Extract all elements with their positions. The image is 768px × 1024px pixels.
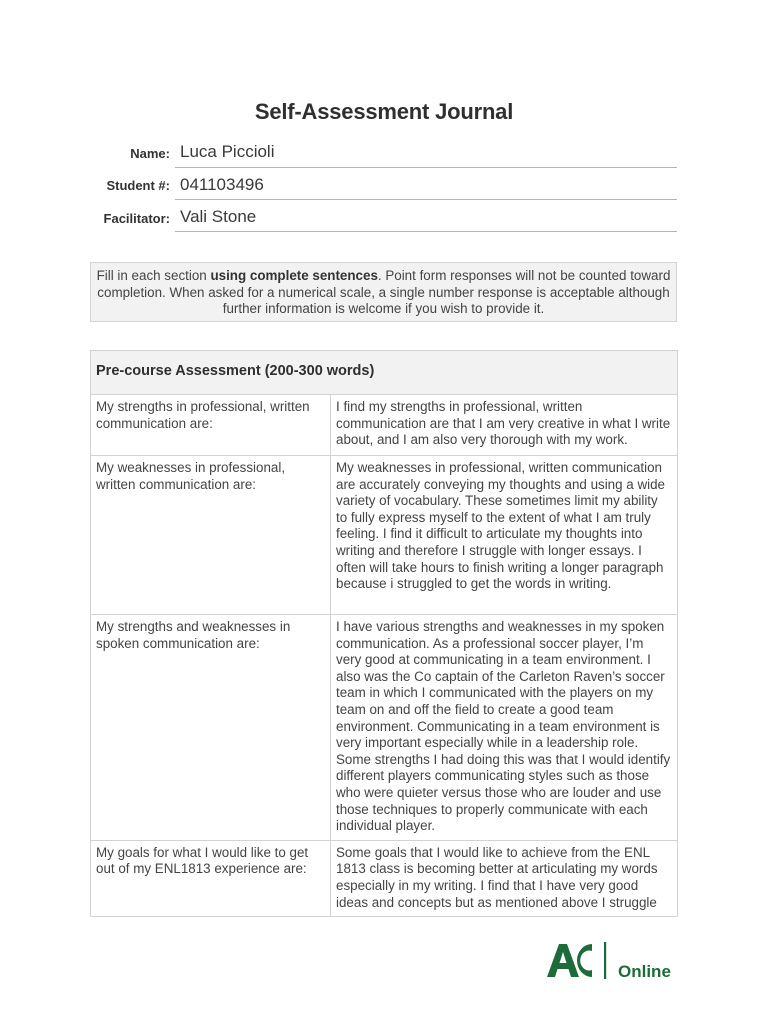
logo-text: Online	[618, 962, 671, 981]
table-row	[91, 456, 678, 615]
ac-online-logo	[546, 940, 681, 982]
pre-course-assessment-table	[90, 350, 678, 917]
answer-cell: I have various strengths and weaknesses in my spoken communication. As a professional soccer player, I’m very good at communicating in a team environment. I also was the Co captain of the Carleton Raven’s soccer team in which I communicated with the players on my team on and off the field to create a good team environment. Communicating in a team environment is very important especially while in a leadership role. Some strengths I had doing this was that I would identify different players communicating styles such as those who were quieter versus those who are louder and use those techniques to properly communicate with each individual player.	[331, 615, 678, 841]
prompt-cell: My goals for what I would like to get out of my ENL1813 experience are:	[91, 840, 331, 916]
instructions-emphasis: using complete sentences	[210, 268, 378, 283]
table-row	[91, 840, 678, 916]
student-number-label: Student #:	[106, 178, 170, 193]
table-header: Pre-course Assessment (200-300 words)	[91, 351, 678, 395]
page-title: Self-Assessment Journal	[254, 99, 514, 124]
facilitator-label: Facilitator:	[103, 211, 170, 226]
table-row	[91, 615, 678, 841]
student-number-underline	[175, 199, 677, 200]
prompt-cell: My weaknesses in professional, written communication are:	[91, 456, 331, 615]
ac-monogram-icon	[547, 944, 592, 977]
instructions-text-rest: . Point form responses will not be counted toward completion. When asked for a numerical scale, a single number response is acceptable although further information is welcome if you wish to provide it.	[97, 268, 671, 316]
name-label: Name:	[130, 146, 170, 161]
instructions-box	[90, 262, 677, 322]
name-underline	[175, 167, 677, 168]
logo-divider	[604, 942, 606, 979]
instructions-text-start: Fill in each section	[96, 268, 211, 283]
table-header-row	[91, 351, 678, 395]
student-number-value: 041103496	[180, 175, 264, 194]
name-value: Luca Piccioli	[180, 142, 275, 161]
answer-cell: Some goals that I would like to achieve from the ENL 1813 class is becoming better at articulating my words especially in my writing. I find that I have very good ideas and concepts but as mentioned above I struggle	[331, 840, 678, 916]
facilitator-value: Vali Stone	[180, 207, 257, 226]
table-row	[91, 395, 678, 456]
answer-cell: I find my strengths in professional, written communication are that I am very creative in what I write about, and I am also very thorough with my work.	[331, 395, 678, 456]
answer-cell: My weaknesses in professional, written communication are accurately conveying my thoughts and using a wide variety of vocabulary. These sometimes limit my ability to fully express myself to the extent of what I am truly feeling. I find it difficult to articulate my thoughts into writing and therefore I struggle with longer essays. I often will take hours to finish writing a longer paragraph because i struggled to get the words in writing.	[331, 456, 678, 615]
prompt-cell: My strengths in professional, written communication are:	[91, 395, 331, 456]
prompt-cell: My strengths and weaknesses in spoken communication are:	[91, 615, 331, 841]
facilitator-underline	[175, 231, 677, 232]
